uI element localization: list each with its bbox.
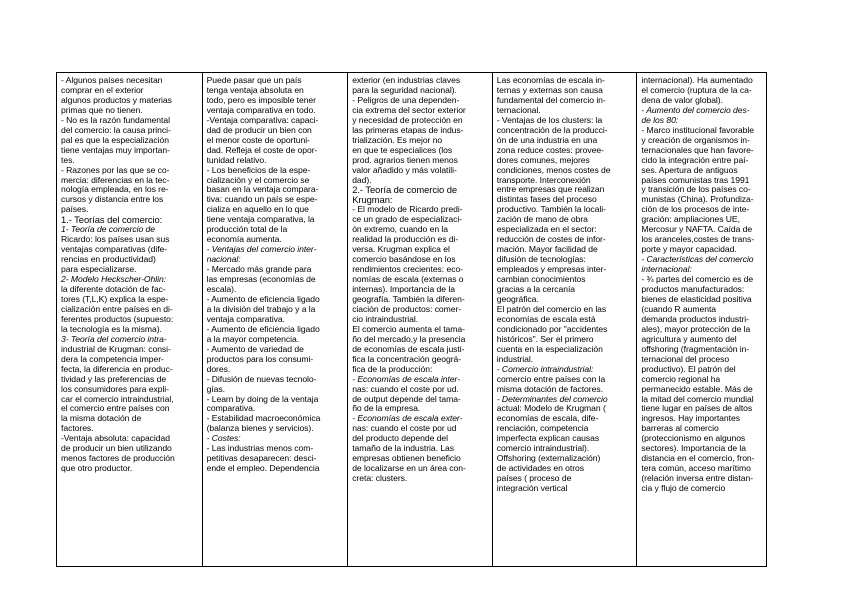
text-line: algunos productos y materias: [61, 95, 172, 105]
text-line: industrial de Krugman: consi-: [61, 344, 171, 354]
text-line: - Economías de escala inter-: [352, 374, 461, 384]
text-line: tiva: cuando un país se espe-: [206, 195, 318, 205]
text-line: ales), mayor protección de la: [641, 324, 751, 334]
text-line: 1.- Teorías del comercio:: [61, 215, 163, 226]
text-line: - Learn by doing de la ventaja: [206, 394, 319, 404]
text-line: renciación, competencia: [496, 424, 589, 434]
text-line: la tecnología es la misma).: [61, 324, 162, 334]
text-line: - Determinantes del comercio: [496, 394, 608, 404]
text-line: tividad y las preferencias de: [61, 374, 167, 384]
text-line: las primeras etapas de indus-: [352, 125, 464, 135]
text-line: países comunistas tras 1991: [641, 175, 750, 185]
text-line: comercio intraindustrial).: [496, 444, 590, 454]
text-line: Krugman:: [352, 195, 393, 206]
text-line: nas: cuando el coste por ud.: [352, 384, 459, 394]
text-line: comprar en el exterior: [61, 85, 144, 95]
text-line: - Economías de escala exter-: [352, 414, 463, 424]
text-line: economías de escala está: [496, 314, 596, 324]
text-line: cializa en aquello en lo que: [206, 205, 309, 215]
text-line: gración: ampliaciones UE,: [641, 215, 740, 225]
text-line: países.: [61, 205, 89, 215]
text-line: tores (T,L,K) explica la espe-: [61, 294, 169, 304]
table-column-2: [203, 73, 349, 566]
text-line: - Aumento de eficiencia ligado: [206, 294, 320, 304]
text-line: -Ventaja absoluta: capacidad: [61, 434, 170, 444]
text-line: del producto depende del: [352, 434, 448, 444]
text-line: históricos". Ser el primero: [496, 334, 594, 344]
text-line: - Los beneficios de la espe-: [206, 165, 311, 175]
text-line: - Razones por las que se co-: [61, 165, 170, 175]
text-line: ses. Apertura de antiguos: [641, 165, 738, 175]
text-line: Offshoring (externalización): [496, 454, 601, 464]
text-line: dera la competencia imper-: [61, 354, 164, 364]
text-line: imperfecta explican causas: [496, 434, 600, 444]
text-line: los aranceles,costes de trans-: [641, 235, 755, 245]
text-line: zona reduce costes: provee-: [496, 145, 604, 155]
text-line: primas que no tienen.: [61, 105, 143, 115]
text-line: El comercio aumenta el tama-: [352, 324, 465, 334]
text-line: dores.: [206, 364, 231, 374]
text-line: - Aumento del comercio des-: [641, 105, 750, 115]
text-line: mación. Mayor facilidad de: [496, 245, 598, 255]
text-line: pal es que la especialización: [61, 135, 169, 145]
text-line: economías de escala, dife-: [496, 414, 599, 424]
notes-table: [56, 72, 767, 567]
text-line: a la división del trabajo y a la: [206, 304, 316, 314]
text-line: producción total de la: [206, 225, 288, 235]
text-line: ño del mercado,y la presencia: [352, 334, 466, 344]
text-line: - Algunos países necesitan: [61, 76, 163, 85]
text-line: empresas obtienen beneficio: [352, 454, 461, 464]
text-line: - Estabilidad macroeconómica: [206, 414, 321, 424]
text-line: reducción de costes de infor-: [496, 235, 606, 245]
text-line: - Costes:: [206, 434, 241, 444]
text-line: - ¾ partes del comercio es de: [641, 275, 754, 285]
text-line: internacional:: [641, 265, 692, 275]
text-line: entre empresas que realizan: [496, 185, 605, 195]
text-line: cialización entre países en di-: [61, 304, 173, 314]
text-line: car el comercio intraindustrial,: [61, 394, 174, 404]
text-line: (proteccionismo en algunos: [641, 434, 746, 444]
text-line: internas). Importancia de la: [352, 285, 455, 295]
text-line: creta: clusters.: [352, 474, 408, 484]
text-line: de producir un bien utilizando: [61, 444, 172, 454]
text-line: los consumidores para expli-: [61, 384, 169, 394]
table-column-5: [637, 73, 766, 566]
text-line: comercio regional ha: [641, 374, 721, 384]
text-line: y transición de los países co-: [641, 185, 751, 195]
text-line: porte y mayor capacidad.: [641, 245, 737, 255]
text-line: ternas y externas son causa: [496, 85, 603, 95]
text-line: de output depende del tama-: [352, 394, 461, 404]
text-line: la diferente dotación de fac-: [61, 285, 166, 295]
text-line: (cuando R aumenta: [641, 304, 717, 314]
text-line: cursos y distancia entre los: [61, 195, 164, 205]
text-line: 2.- Teoría de comercio de: [352, 185, 458, 196]
text-line: munistas (China). Profundiza-: [641, 195, 754, 205]
text-line: la mitad del comercio mundial: [641, 394, 754, 404]
text-line: fica de la producción:: [352, 364, 433, 374]
text-line: comercio basándose en los: [352, 255, 456, 265]
text-line: que otro productor.: [61, 464, 133, 474]
text-line: ción de los procesos de inte-: [641, 205, 750, 215]
text-line: a la mayor competencia.: [206, 334, 300, 344]
text-line: - Las industrias menos com-: [206, 444, 314, 454]
text-line: zación de mano de obra: [496, 215, 588, 225]
text-line: trialización. Es mejor no: [352, 135, 443, 145]
text-line: productivo. También la locali-: [496, 205, 606, 215]
text-line: dad de producir un bien con: [206, 125, 312, 135]
text-line: Puede pasar que un país: [206, 76, 302, 85]
text-line: nología empleada, en los re-: [61, 185, 169, 195]
text-line: - Ventajas del comercio inter-: [206, 245, 317, 255]
text-line: de actividades en otros: [496, 464, 585, 474]
text-line: - Comercio intraindustrial:: [496, 364, 594, 374]
text-line: - No es la razón fundamental: [61, 115, 170, 125]
text-line: - Aumento de variedad de: [206, 344, 304, 354]
text-line: y creación de organismos in-: [641, 135, 750, 145]
text-line: empleados y empresas inter-: [496, 265, 607, 275]
text-line: tera común, acceso marítimo: [641, 464, 751, 474]
text-line: condiciones, menos costes de: [496, 165, 611, 175]
text-line: concentración de la producci-: [496, 125, 608, 135]
text-line: menos factores de producción: [61, 454, 175, 464]
text-line: - Peligros de una dependen-: [352, 95, 460, 105]
text-line: - Ventajas de los clusters: la: [496, 115, 603, 125]
text-line: especializada en el sector:: [496, 225, 597, 235]
text-line: tenga ventaja absoluta en: [206, 85, 304, 95]
text-line: - Difusión de nuevas tecnolo-: [206, 374, 317, 384]
text-line: industrial.: [496, 354, 534, 364]
text-line: las empresas (economías de: [206, 275, 316, 285]
text-line: distancia en el comercio, fron-: [641, 454, 755, 464]
text-line: gracias a la cercanía: [496, 285, 576, 295]
text-line: fundamental del comercio in-: [496, 95, 606, 105]
text-line: ferentes productos (supuesto:: [61, 314, 174, 324]
text-line: -Ventaja comparativa: capaci-: [206, 115, 319, 125]
table-column-4: [493, 73, 638, 566]
text-line: dad).: [352, 175, 372, 185]
text-line: difusión de tecnologías:: [496, 255, 586, 265]
text-line: del comercio: la causa princi-: [61, 125, 171, 135]
table-column-3: [348, 73, 493, 566]
text-line: cia y flujo de comercio: [641, 484, 726, 494]
text-line: internacional). Ha aumentado: [641, 76, 753, 85]
text-line: agricultura y aumento del: [641, 334, 737, 344]
text-line: mercia: diferencias en la tec-: [61, 175, 170, 185]
text-line: Ricardo: los países usan sus: [61, 235, 170, 245]
text-line: petitivas desaparecen: desci-: [206, 454, 317, 464]
text-line: - El modelo de Ricardo predi-: [352, 205, 463, 215]
text-line: ño de la empresa.: [352, 404, 421, 414]
text-line: rencias en productividad): [61, 255, 156, 265]
text-line: offshoring (fragmentación in-: [641, 344, 750, 354]
text-line: Mercosur y NAFTA. Caída de: [641, 225, 753, 235]
text-line: (balanza bienes y servicios).: [206, 424, 314, 434]
text-line: 1- Teoría de comercio de: [61, 225, 156, 235]
text-line: valor añadido y más volatili-: [352, 165, 457, 175]
text-line: ternacional del proceso: [641, 354, 730, 364]
text-line: - Características del comercio: [641, 255, 754, 265]
text-line: gías.: [206, 384, 225, 394]
text-line: de los 80:: [641, 115, 679, 125]
text-line: ende el empleo. Dependencia: [206, 464, 320, 474]
text-line: ventaja comparativa.: [206, 314, 285, 324]
text-line: para especializarse.: [61, 265, 137, 275]
text-line: factores.: [61, 424, 94, 434]
text-line: versa. Krugman explica el: [352, 245, 450, 255]
text-line: todo, pero es imposible tener: [206, 95, 316, 105]
text-line: basan en la ventaja compara-: [206, 185, 319, 195]
text-line: productivo). El patrón del: [641, 364, 736, 374]
text-line: - Marco institucional favorable: [641, 125, 754, 135]
text-line: cuenta en la especialización: [496, 344, 603, 354]
text-line: el comercio (ruptura de la ca-: [641, 85, 752, 95]
text-line: tiene lugar en países de altos: [641, 404, 753, 414]
text-line: dad. Refleja el coste de opor-: [206, 145, 318, 155]
text-line: tiene ventajas muy importan-: [61, 145, 170, 155]
text-line: prod. agrarios tienen menos: [352, 155, 458, 165]
text-line: cambian conocimientos: [496, 275, 586, 285]
text-line: cio intraindustrial.: [352, 314, 419, 324]
text-line: Las economías de escala in-: [496, 76, 605, 85]
text-line: distintas fases del proceso: [496, 195, 597, 205]
text-line: en que te especialices (los: [352, 145, 453, 155]
text-line: actual: Modelo de Krugman (: [496, 404, 606, 414]
text-line: comercio entre países con la: [496, 374, 606, 384]
text-line: comparativa.: [206, 404, 256, 414]
table-column-1: [57, 73, 203, 566]
text-line: ventaja comparativa en todo.: [206, 105, 316, 115]
text-line: y necesidad de protección en: [352, 115, 463, 125]
text-line: ciación de productos: comer-: [352, 304, 462, 314]
text-line: para la seguridad nacional).: [352, 85, 457, 95]
text-line: productos manufacturados:: [641, 285, 745, 295]
text-line: tiene ventaja comparativa, la: [206, 215, 315, 225]
text-line: condicionado por "accidentes: [496, 324, 608, 334]
text-line: ón de una industria en una: [496, 135, 598, 145]
text-line: la misma dotación de: [61, 414, 142, 424]
text-line: ce un grado de especializaci-: [352, 215, 463, 225]
text-line: ternacionales que han favore-: [641, 145, 754, 155]
text-line: exterior (en industrias claves: [352, 76, 461, 85]
text-line: dores comunes, mejores: [496, 155, 590, 165]
text-line: ventajas comparativas (dife-: [61, 245, 168, 255]
text-line: el menor coste de oportuni-: [206, 135, 310, 145]
text-line: misma dotación de factores.: [496, 384, 603, 394]
text-line: nacional:: [206, 255, 241, 265]
text-line: escala).: [206, 285, 237, 295]
text-line: tes.: [61, 155, 75, 165]
text-line: cialización y el comercio se: [206, 175, 310, 185]
text-line: realidad la producción es di-: [352, 235, 459, 245]
text-line: 3- Teoría del comercio intra-: [61, 334, 167, 344]
text-line: 2- Modelo Heckscher-Ohlin:: [61, 275, 167, 285]
text-line: geográfica.: [496, 294, 539, 304]
text-line: transporte. Interconexión: [496, 175, 591, 185]
text-line: sectores). Importancia de la: [641, 444, 747, 454]
text-line: barreras al comercio: [641, 424, 719, 434]
text-line: fecta, la diferencia en produc-: [61, 364, 173, 374]
text-line: El patrón del comercio en las: [496, 304, 607, 314]
text-line: economía aumenta.: [206, 235, 282, 245]
text-line: permanecido estable. Más de: [641, 384, 753, 394]
text-line: cia extrema del sector exterior: [352, 105, 466, 115]
text-line: de economías de escala justi-: [352, 344, 465, 354]
text-line: productos para los consumi-: [206, 354, 314, 364]
text-line: ingresos. Hay importantes: [641, 414, 740, 424]
text-line: - Aumento de eficiencia ligado: [206, 324, 320, 334]
text-line: dena de valor global).: [641, 95, 723, 105]
text-line: países ( proceso de: [496, 474, 572, 484]
text-line: geografía. También la diferen-: [352, 294, 465, 304]
text-line: integración vertical: [496, 484, 568, 494]
text-line: ón extremo, cuando en la: [352, 225, 448, 235]
text-line: bienes de elasticidad positiva: [641, 294, 752, 304]
text-line: nomías de escala (externas o: [352, 275, 464, 285]
text-line: nas: cuando el coste por ud: [352, 424, 457, 434]
text-line: - Mercado más grande para: [206, 265, 312, 275]
text-line: el comercio entre países con: [61, 404, 170, 414]
text-line: rendimientos crecientes: eco-: [352, 265, 463, 275]
text-line: cido la integración entre paí-: [641, 155, 749, 165]
text-line: demanda productos industri-: [641, 314, 749, 324]
text-line: (relación inversa entre distan-: [641, 474, 754, 484]
text-line: de localizarse en un área con-: [352, 464, 466, 474]
text-line: ternacional.: [496, 105, 541, 115]
text-line: fica la concentración geográ-: [352, 354, 462, 364]
text-line: tunidad relativo.: [206, 155, 267, 165]
text-line: tamaño de la industria. Las: [352, 444, 455, 454]
